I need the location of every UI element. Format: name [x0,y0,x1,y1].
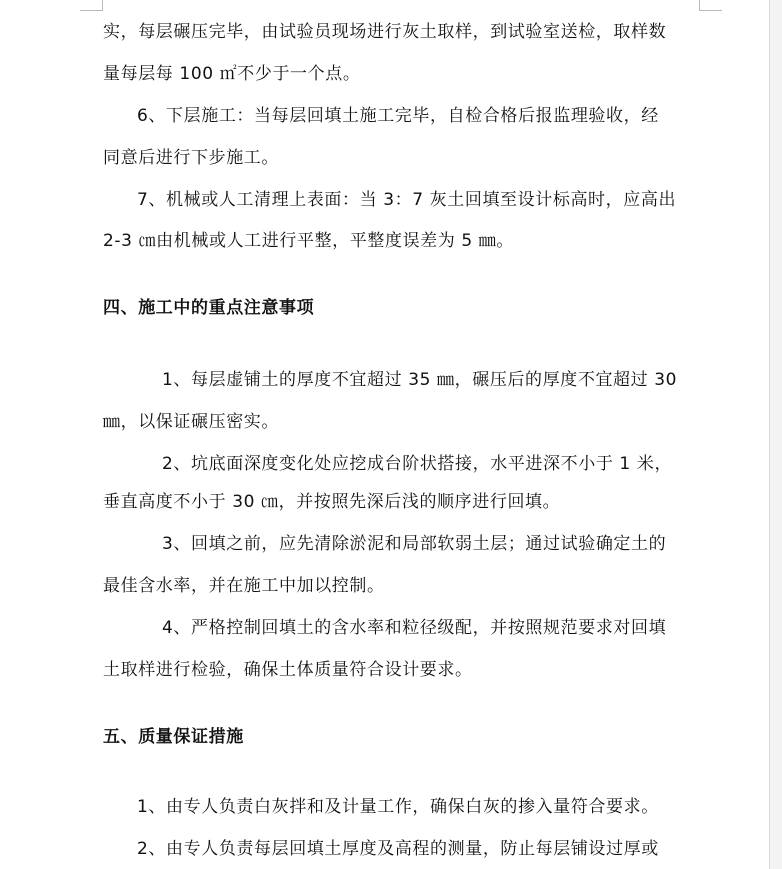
paragraph-line: 垂直高度不小于 30 ㎝，并按照先深后浅的顺序进行回填。 [103,492,561,512]
page-margin-marker [80,0,722,10]
margin-corner-right [699,0,722,11]
paragraph-line: 2、由专人负责每层回填土厚度及高程的测量，防止每层铺设过厚或 [137,839,659,859]
paragraph-line: 1、每层虚铺土的厚度不宜超过 35 ㎜，碾压后的厚度不宜超过 30 [162,370,678,390]
section-heading: 四、施工中的重点注意事项 [103,298,315,318]
paragraph-line: 7、机械或人工清理上表面：当 3：7 灰土回填至设计标高时，应高出 [137,190,677,210]
paragraph-line: 2、坑底面深度变化处应挖成台阶状搭接，水平进深不小于 1 米， [162,454,673,474]
paragraph-line: 4、严格控制回填土的含水率和粒径级配，并按照规范要求对回填 [162,618,667,638]
paragraph-line: 6、下层施工：当每层回填土施工完毕，自检合格后报监理验收，经 [137,106,659,126]
paragraph-line: 实，每层碾压完毕，由试验员现场进行灰土取样，到试验室送检，取样数 [103,22,667,42]
paragraph-line: 3、回填之前，应先清除淤泥和局部软弱土层；通过试验确定土的 [162,534,667,554]
paragraph-line: 同意后进行下步施工。 [103,148,279,168]
paragraph-line: 最佳含水率，并在施工中加以控制。 [103,576,385,596]
paragraph-line: 2-3 ㎝由机械或人工进行平整，平整度误差为 5 ㎜。 [103,231,514,251]
paragraph-line: 1、由专人负责白灰拌和及计量工作，确保白灰的掺入量符合要求。 [137,797,659,817]
paragraph-line: 量每层每 100 ㎡不少于一个点。 [103,64,361,84]
section-heading: 五、质量保证措施 [103,727,244,747]
paragraph-line: ㎜，以保证碾压密实。 [103,412,279,432]
paragraph-line: 土取样进行检验，确保土体质量符合设计要求。 [103,660,473,680]
margin-corner-left [80,0,103,11]
